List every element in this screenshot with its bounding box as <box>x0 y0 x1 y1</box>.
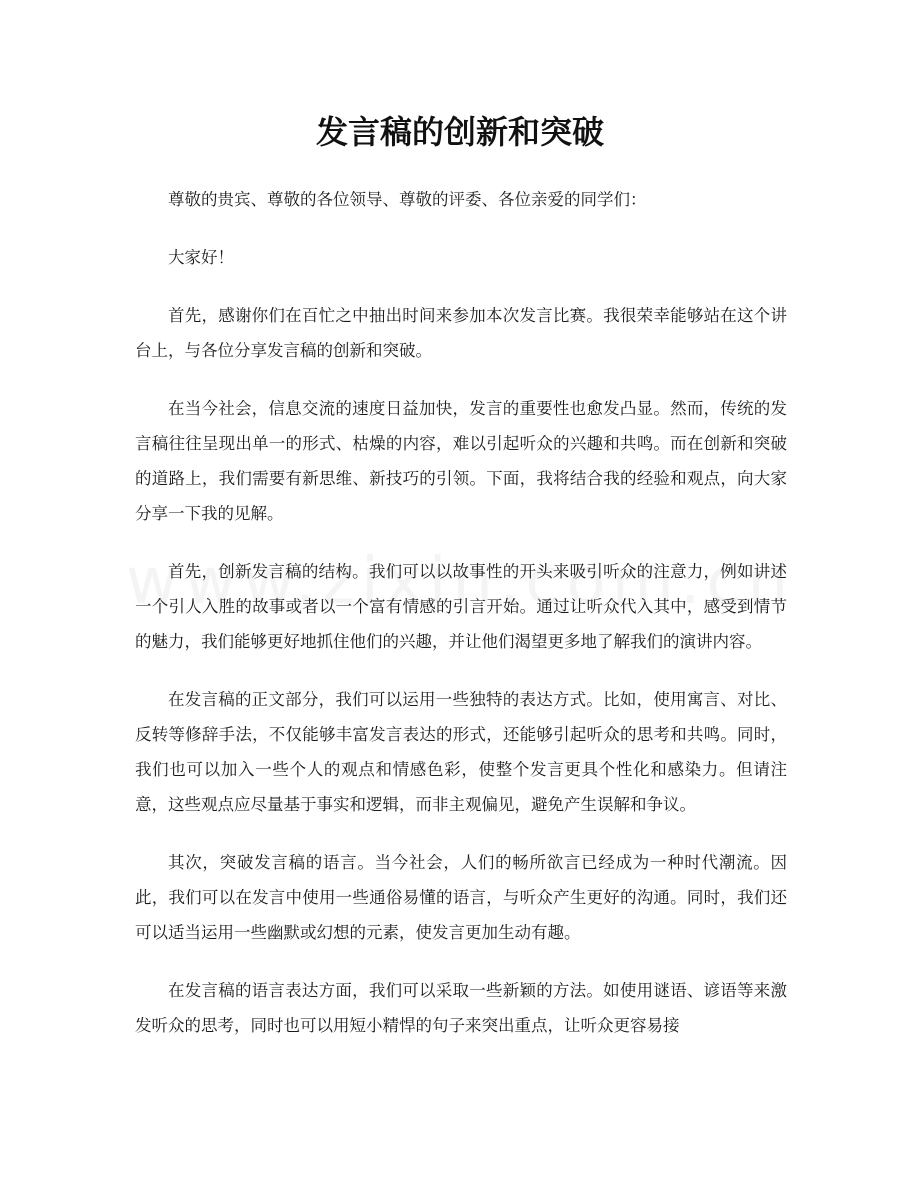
paragraph-salutation: 尊敬的贵宾、尊敬的各位领导、尊敬的评委、各位亲爱的同学们： <box>168 190 647 209</box>
paragraph: 其次，突破发言稿的语言。当今社会，人们的畅所欲言已经成为一种时代潮流。因此，我们可以在发言中使用一些通俗易懂的语言，与听众产生更好的沟通。同时，我们还可以适当运用一些幽默或幻想的元素，使发言更加生动有趣。 <box>135 853 787 942</box>
paragraph: 在发言稿的语言表达方面，我们可以采取一些新颖的方法。如使用谜语、谚语等来激发听众的思考，同时也可以用短小精悍的句子来突出重点，让听众更容易接 <box>135 981 787 1035</box>
paragraph-greeting: 大家好！ <box>168 248 234 267</box>
paragraph: 在当今社会，信息交流的速度日益加快，发言的重要性也愈发凸显。然而，传统的发言稿往往呈现出单一的形式、枯燥的内容，难以引起听众的兴趣和共鸣。而在创新和突破的道路上，我们需要有新思维、新技巧的引领。下面，我将结合我的经验和观点，向大家分享一下我的见解。 <box>135 399 787 523</box>
paragraph: 在发言稿的正文部分，我们可以运用一些独特的表达方式。比如，使用寓言、对比、反转等修辞手法，不仅能够丰富发言表达的形式，还能够引起听众的思考和共鸣。同时，我们也可以加入一些个人的观点和情感色彩，使整个发言更具个性化和感染力。但请注意，这些观点应尽量基于事实和逻辑，而非主观偏见，避免产生误解和争议。 <box>135 690 787 814</box>
page-title: 发言稿的创新和突破 <box>315 113 604 151</box>
paragraph: 首先，创新发言稿的结构。我们可以以故事性的开头来吸引听众的注意力，例如讲述一个引人入胜的故事或者以一个富有情感的引言开始。通过让听众代入其中，感受到情节的魅力，我们能够更好地抓住他们的兴趣，并让他们渴望更多地了解我们的演讲内容。 <box>135 562 787 651</box>
document-body <box>135 182 787 1066</box>
paragraph: 首先，感谢你们在百忙之中抽出时间来参加本次发言比赛。我很荣幸能够站在这个讲台上，与各位分享发言稿的创新和突破。 <box>135 306 787 360</box>
